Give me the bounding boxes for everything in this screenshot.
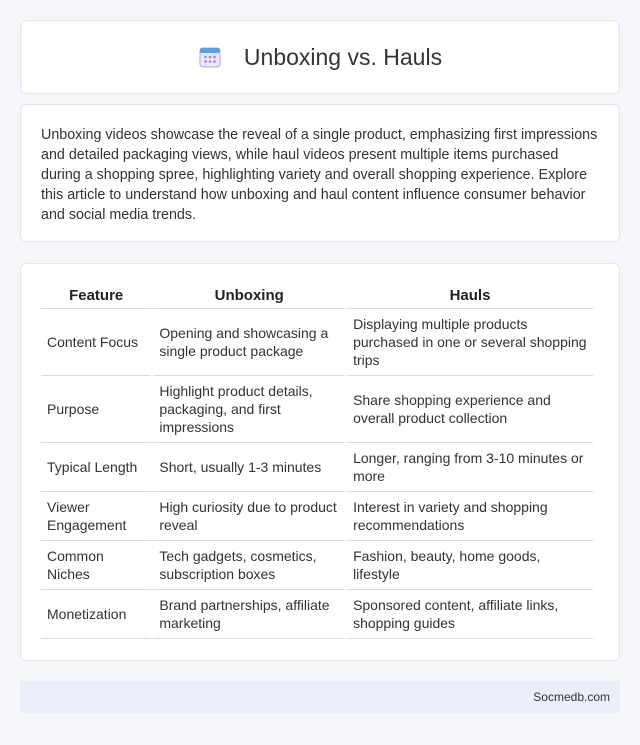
table-cell: Share shopping experience and overall product collection — [347, 376, 593, 443]
table-header-row — [41, 284, 593, 309]
table-row — [41, 590, 593, 639]
comparison-card — [20, 263, 620, 661]
table-cell: Interest in variety and shopping recommendations — [347, 492, 593, 541]
table-cell: High curiosity due to product reveal — [153, 492, 345, 541]
calendar-icon — [198, 45, 222, 69]
footer — [20, 681, 620, 713]
table-cell: Purpose — [41, 376, 151, 443]
table-cell: Common Niches — [41, 541, 151, 590]
table-cell: Brand partnerships, affiliate marketing — [153, 590, 345, 639]
column-header: Feature — [41, 284, 151, 309]
intro-card — [20, 104, 620, 242]
table-cell: Viewer Engagement — [41, 492, 151, 541]
footer-site-name: Socmedb.com — [533, 690, 610, 704]
table-cell: Monetization — [41, 590, 151, 639]
table-cell: Short, usually 1-3 minutes — [153, 443, 345, 492]
table-cell: Opening and showcasing a single product package — [153, 309, 345, 376]
title-card — [20, 20, 620, 94]
table-row — [41, 541, 593, 590]
table-cell: Displaying multiple products purchased in one or several shopping trips — [347, 309, 593, 376]
comparison-table — [39, 284, 595, 639]
table-cell: Typical Length — [41, 443, 151, 492]
table-cell: Highlight product details, packaging, and first impressions — [153, 376, 345, 443]
table-cell: Fashion, beauty, home goods, lifestyle — [347, 541, 593, 590]
page-title: Unboxing vs. Hauls — [243, 43, 443, 70]
table-cell: Sponsored content, affiliate links, shopping guides — [347, 590, 593, 639]
intro-paragraph: Unboxing videos showcase the reveal of a single product, emphasizing first impressions and detailed packaging views, while haul videos present multiple items purchased during a shopping spree, highlighting variety and overall shopping experience. Explore this article to understand how unboxing and haul content influence consumer behavior and social media trends. — [41, 127, 598, 223]
table-cell: Content Focus — [41, 309, 151, 376]
table-row — [41, 492, 593, 541]
table-row — [41, 376, 593, 443]
table-row — [41, 309, 593, 376]
table-cell: Longer, ranging from 3-10 minutes or more — [347, 443, 593, 492]
table-cell: Tech gadgets, cosmetics, subscription boxes — [153, 541, 345, 590]
column-header: Hauls — [347, 284, 593, 309]
column-header: Unboxing — [153, 284, 345, 309]
table-row — [41, 443, 593, 492]
